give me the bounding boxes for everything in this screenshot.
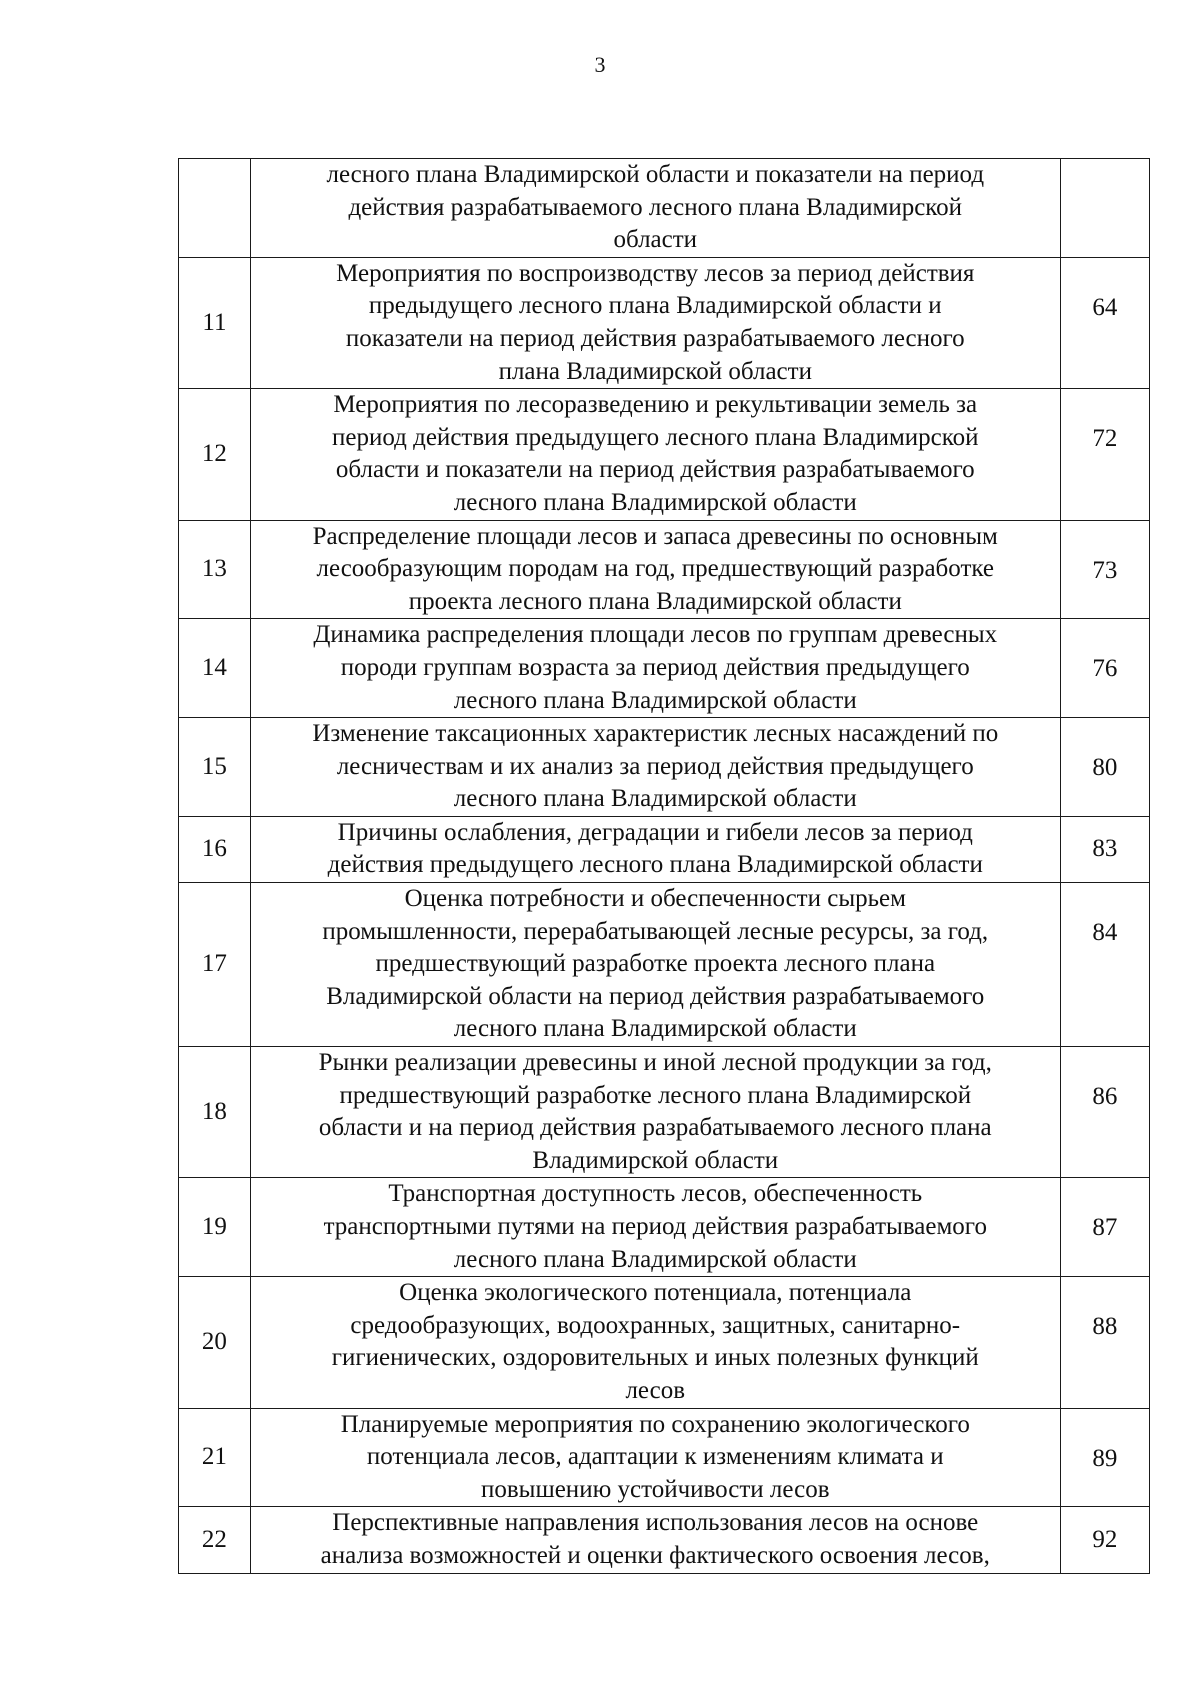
- section-number-cell: 16: [179, 816, 251, 882]
- table-row: [179, 159, 1150, 258]
- section-number-cell: 15: [179, 718, 251, 817]
- page-reference-cell: 73: [1060, 520, 1149, 619]
- section-title-line: Владимирской области на период действия разрабатываемого: [326, 982, 985, 1010]
- section-number-cell: 12: [179, 389, 251, 520]
- section-title-line: Динамика распределения площади лесов по группам древесных: [313, 621, 998, 649]
- page-reference-cell: 72: [1060, 389, 1149, 520]
- section-title-line: повышению устойчивости лесов: [480, 1475, 830, 1503]
- section-title-cell: [250, 718, 1060, 817]
- section-title-line: лесного плана Владимирской области: [453, 785, 857, 813]
- section-title-cell: [250, 159, 1060, 258]
- page-reference-cell: 80: [1060, 718, 1149, 817]
- section-number-cell: 17: [179, 883, 251, 1047]
- page-reference-cell: 87: [1060, 1178, 1149, 1277]
- page-reference-cell: 86: [1060, 1047, 1149, 1178]
- section-title-line: анализа возможностей и оценки фактического освоения лесов,: [320, 1541, 990, 1569]
- section-title-line: Владимирской области: [532, 1146, 779, 1174]
- section-title-cell: [250, 1507, 1060, 1573]
- section-title-line: области: [613, 226, 698, 254]
- page-reference-cell: [1060, 159, 1149, 258]
- section-title-line: Транспортная доступность лесов, обеспеченность: [388, 1180, 923, 1208]
- section-title-line: породи группам возраста за период действия предыдущего: [340, 653, 970, 681]
- table-row: [179, 389, 1150, 520]
- section-title-line: действия разрабатываемого лесного плана Владимирской: [348, 193, 963, 221]
- section-title-cell: [250, 619, 1060, 718]
- page-reference-cell: 92: [1060, 1507, 1149, 1573]
- section-title-line: плана Владимирской области: [498, 357, 812, 385]
- section-title-line: Изменение таксационных характеристик лесных насаждений по: [312, 720, 999, 748]
- section-title-cell: [250, 883, 1060, 1047]
- contents-table-body: [179, 159, 1150, 1574]
- page-reference-cell: 89: [1060, 1408, 1149, 1507]
- section-title-line: Оценка потребности и обеспеченности сырьем: [404, 885, 906, 913]
- section-title-line: средообразующих, водоохранных, защитных, санитарно-: [350, 1311, 961, 1339]
- table-row: [179, 520, 1150, 619]
- page-reference-cell: 88: [1060, 1277, 1149, 1408]
- section-title-line: лесообразующим породам на год, предшествующий разработке: [316, 555, 994, 583]
- section-title-line: лесного плана Владимирской области: [453, 1015, 857, 1043]
- section-title-line: лесов: [625, 1376, 686, 1404]
- table-row: [179, 883, 1150, 1047]
- section-title-line: Мероприятия по воспроизводству лесов за период действия: [336, 259, 975, 287]
- section-title-line: предшествующий разработке лесного плана Владимирской: [339, 1081, 972, 1109]
- section-title-cell: [250, 816, 1060, 882]
- section-title-line: Оценка экологического потенциала, потенциала: [399, 1279, 912, 1307]
- section-number-cell: [179, 159, 251, 258]
- table-row: [179, 1047, 1150, 1178]
- section-title-line: гигиенических, оздоровительных и иных полезных функций: [331, 1344, 979, 1372]
- section-title-cell: [250, 1047, 1060, 1178]
- section-title-line: действия предыдущего лесного плана Владимирской области: [327, 851, 983, 879]
- contents-table: [178, 158, 1150, 1574]
- section-title-line: Перспективные направления использования лесов на основе: [332, 1509, 979, 1537]
- table-row: [179, 816, 1150, 882]
- section-title-line: предыдущего лесного плана Владимирской области и: [368, 292, 942, 320]
- section-number-cell: 11: [179, 257, 251, 388]
- table-row: [179, 1277, 1150, 1408]
- section-title-line: период действия предыдущего лесного плана Владимирской: [332, 423, 979, 451]
- section-title-line: Планируемые мероприятия по сохранению экологического: [340, 1410, 970, 1438]
- section-title-line: области и на период действия разрабатываемого лесного плана: [318, 1114, 992, 1142]
- section-number-cell: 22: [179, 1507, 251, 1573]
- section-title-line: Причины ослабления, деградации и гибели лесов за период: [337, 818, 973, 846]
- page-reference-cell: 64: [1060, 257, 1149, 388]
- section-title-line: Мероприятия по лесоразведению и рекультивации земель за: [333, 391, 978, 419]
- section-title-line: предшествующий разработке проекта лесного плана: [375, 950, 936, 978]
- section-title-line: Рынки реализации древесины и иной лесной продукции за год,: [318, 1049, 992, 1077]
- section-title-line: лесного плана Владимирской области: [453, 686, 857, 714]
- section-number-cell: 21: [179, 1408, 251, 1507]
- table-row: [179, 1507, 1150, 1573]
- section-title-cell: [250, 1277, 1060, 1408]
- section-number-cell: 18: [179, 1047, 251, 1178]
- page-reference-cell: 76: [1060, 619, 1149, 718]
- section-title-line: транспортными путями на период действия разрабатываемого: [323, 1213, 987, 1240]
- section-title-line: проекта лесного плана Владимирской области: [408, 587, 902, 615]
- section-title-line: показатели на период действия разрабатываемого лесного: [345, 324, 965, 352]
- page-number: 3: [594, 52, 606, 77]
- section-title-cell: [250, 1408, 1060, 1507]
- table-row: [179, 619, 1150, 718]
- page-reference-cell: 83: [1060, 816, 1149, 882]
- section-title-cell: [250, 1178, 1060, 1277]
- table-row: [179, 1408, 1150, 1507]
- page-reference-cell: 84: [1060, 883, 1149, 1047]
- table-row: [179, 257, 1150, 388]
- section-number-cell: 13: [179, 520, 251, 619]
- section-title-line: области и показатели на период действия разрабатываемого: [335, 456, 975, 484]
- section-number-cell: 19: [179, 1178, 251, 1277]
- section-title-cell: [250, 520, 1060, 619]
- section-title-cell: [250, 389, 1060, 520]
- section-number-cell: 14: [179, 619, 251, 718]
- table-row: [179, 718, 1150, 817]
- section-title-line: лесничествам и их анализ за период действия предыдущего: [336, 752, 974, 780]
- section-title-line: лесного плана Владимирской области: [453, 488, 857, 516]
- section-title-line: лесного плана Владимирской области: [453, 1245, 857, 1273]
- section-number-cell: 20: [179, 1277, 251, 1408]
- section-title-line: промышленности, перерабатывающей лесные ресурсы, за год,: [322, 917, 989, 945]
- section-title-line: Распределение площади лесов и запаса древесины по основным: [312, 522, 998, 550]
- section-title-line: потенциала лесов, адаптации к изменениям климата и: [366, 1443, 944, 1471]
- table-row: [179, 1178, 1150, 1277]
- section-title-cell: [250, 257, 1060, 388]
- section-title-line: лесного плана Владимирской области и показатели на период: [326, 161, 985, 188]
